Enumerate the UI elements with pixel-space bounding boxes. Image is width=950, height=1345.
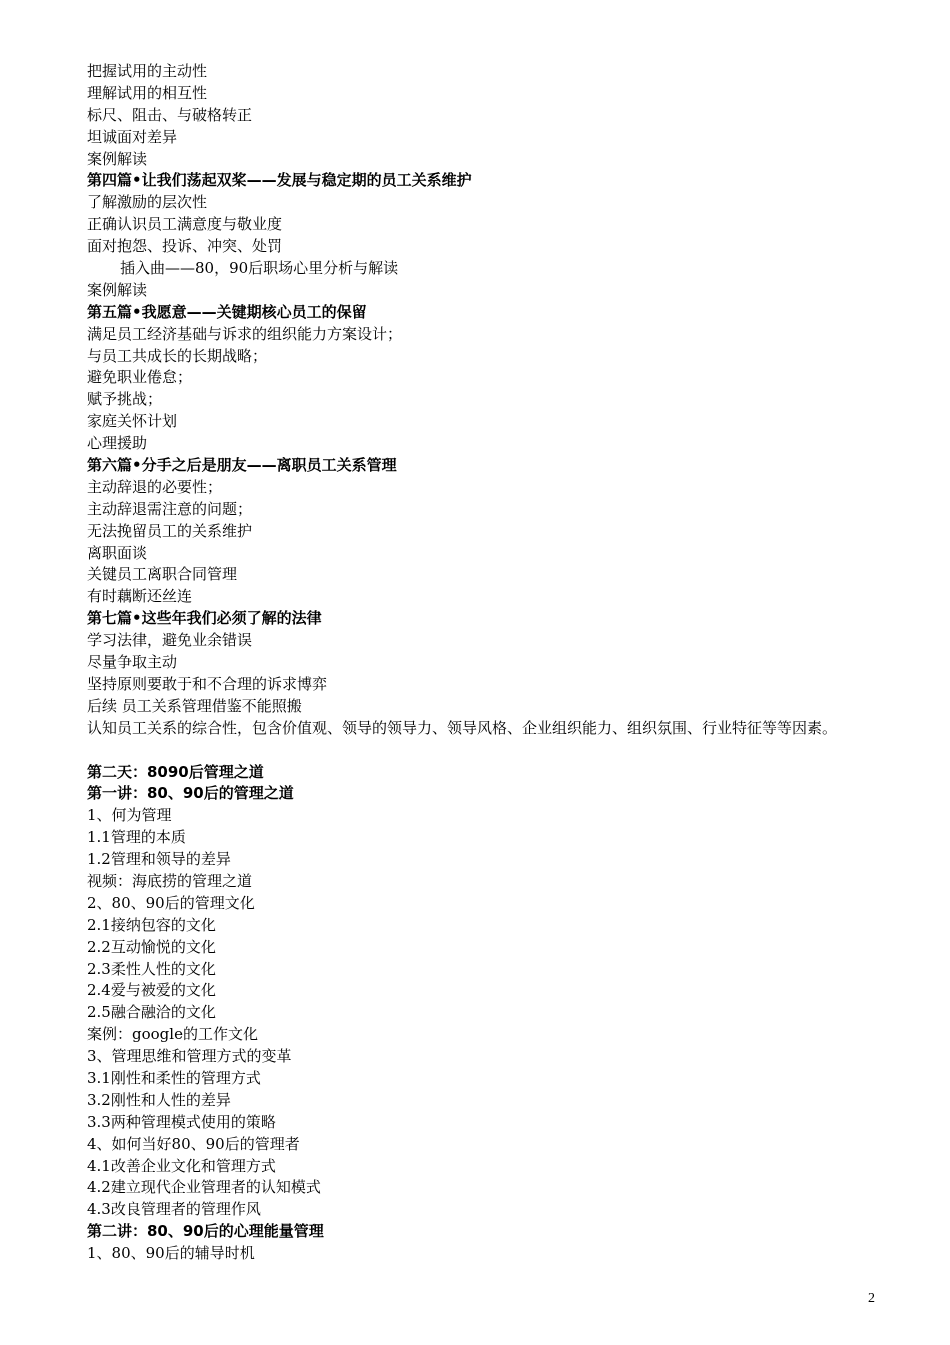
text-line: 坦诚面对差异 [87,127,178,146]
text-line: 主动辞退需注意的问题； [87,499,253,518]
text-line: 案例解读 [87,149,148,168]
section-heading: 第五篇•我愿意——关键期核心员工的保留 [87,302,367,321]
text-line: 离职面谈 [87,543,148,562]
outline-item: 案例：google的工作文化 [87,1025,258,1044]
outline-item: 3、管理思维和管理方式的变革 [87,1047,292,1066]
paragraph: 认知员工关系的综合性，包含价值观、领导的领导力、领导风格、企业组织能力、组织氛围、行业特征等等因素。 [87,718,838,737]
text-line: 无法挽留员工的关系维护 [87,521,253,540]
day-heading: 第二天：8090后管理之道 [87,762,264,781]
outline-item: 4.1改善企业文化和管理方式 [87,1156,276,1175]
text-line: 关键员工离职合同管理 [87,565,238,584]
text-line: 与员工共成长的长期战略； [87,346,268,365]
blank-line [87,740,882,762]
outline-item: 3.2刚性和人性的差异 [87,1090,231,1109]
document-body [87,61,882,1265]
text-line: 把握试用的主动性 [87,62,208,80]
section-heading: 第六篇•分手之后是朋友——离职员工关系管理 [87,456,397,475]
outline-item: 2.4爱与被爱的文化 [87,981,216,1000]
text-line: 正确认识员工满意度与敬业度 [87,215,283,234]
outline-item: 4.3改良管理者的管理作风 [87,1200,261,1219]
text-line: 满足员工经济基础与诉求的组织能力方案设计； [87,324,403,343]
outline-item: 2、80、90后的管理文化 [87,893,255,912]
text-line: 避免职业倦怠； [87,368,193,387]
outline-item: 2.1接纳包容的文化 [87,915,216,934]
text-line: 坚持原则要敢于和不合理的诉求博弈 [87,674,328,693]
text-line: 了解激励的层次性 [87,193,208,212]
text-line: 心理援助 [87,434,148,453]
outline-item: 4.2建立现代企业管理者的认知模式 [87,1178,321,1197]
text-line: 理解试用的相互性 [87,83,208,102]
section-heading: 第四篇•让我们荡起双桨——发展与稳定期的员工关系维护 [87,171,472,190]
text-line: 案例解读 [87,280,148,299]
text-line: 学习法律，避免业余错误 [87,631,253,650]
outline-item: 1.1管理的本质 [87,828,186,847]
outline-item: 1、80、90后的辅导时机 [87,1244,255,1263]
outline-item: 2.3柔性人性的文化 [87,959,216,978]
page-number: 2 [868,1291,875,1306]
text-line: 面对抱怨、投诉、冲突、处罚 [87,237,283,256]
outline-item: 3.1刚性和柔性的管理方式 [87,1068,261,1087]
text-line: 家庭关怀计划 [87,412,178,431]
outline-item: 4、如何当好80、90后的管理者 [87,1134,300,1153]
outline-item: 1.2管理和领导的差异 [87,850,231,869]
outline-item: 3.3两种管理模式使用的策略 [87,1112,276,1131]
text-line: 插入曲——80，90后职场心里分析与解读 [120,259,399,278]
text-line: 主动辞退的必要性； [87,477,223,496]
text-line: 标尺、阻击、与破格转正 [87,105,253,124]
outline-item: 2.5融合融洽的文化 [87,1003,216,1022]
outline-item: 2.2互动愉悦的文化 [87,937,216,956]
section-heading: 第七篇•这些年我们必须了解的法律 [87,609,322,628]
text-line: 赋予挑战； [87,390,163,409]
text-line: 有时藕断还丝连 [87,587,193,606]
outline-item: 1、何为管理 [87,806,172,825]
outline-item: 视频：海底捞的管理之道 [87,871,253,890]
lecture-heading: 第一讲：80、90后的管理之道 [87,784,294,803]
lecture-heading: 第二讲：80、90后的心理能量管理 [87,1222,324,1241]
text-line: 尽量争取主动 [87,653,178,672]
lecture-outline [87,805,882,1221]
text-line: 后续 员工关系管理借鉴不能照搬 [87,696,302,715]
